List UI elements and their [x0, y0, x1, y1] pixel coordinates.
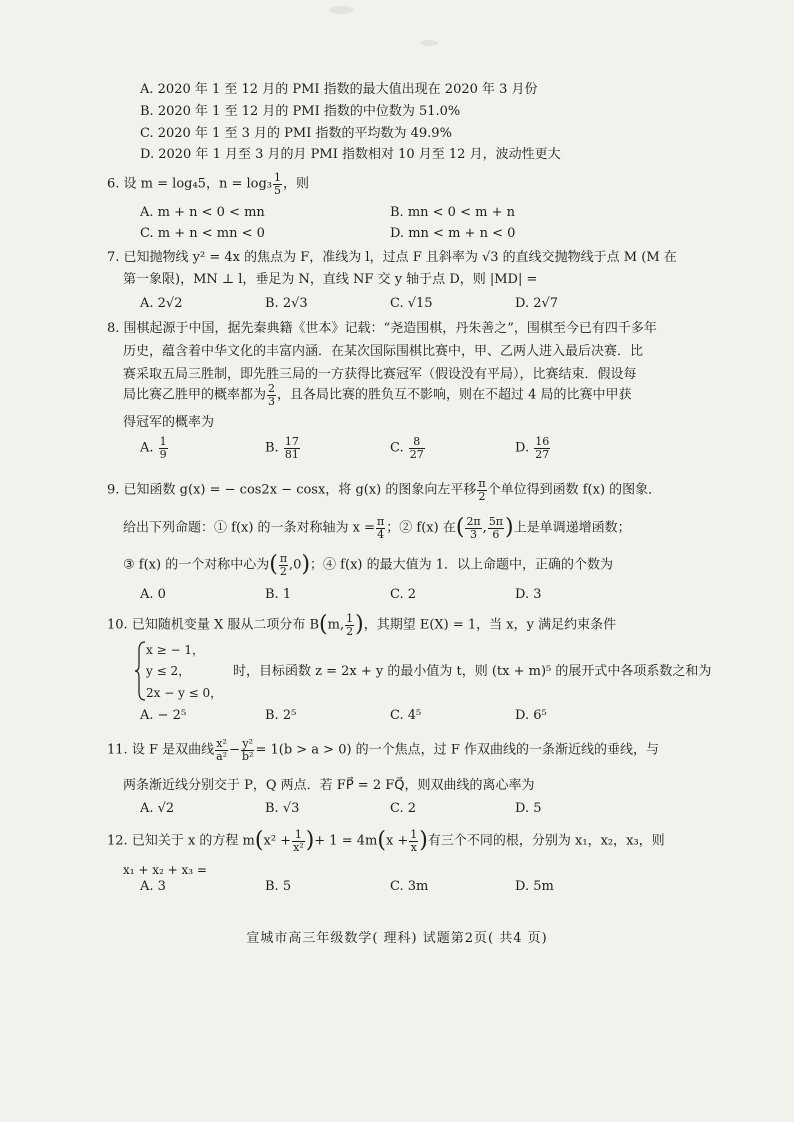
q9-line1: 9. 已知函数 g(x) = − cos2x − cosx，将 g(x) 的图象向左平移 $\frac{\pi}{2}$ 个单位得到函数 f(x) 的图象． [107, 477, 662, 503]
q8-option-a: A. $\frac{1}{9}$ [140, 435, 167, 461]
q5-option-c: C. 2020 年 1 至 3 月的 PMI 指数的平均数为 49.9% [140, 126, 452, 141]
q10-option-b: B. 2⁵ [265, 708, 297, 723]
q12-option-b: B. 5 [265, 879, 292, 894]
q12-option-a: A. 3 [140, 879, 166, 894]
q10-line2: 时，目标函数 z = 2x + y 的最小值为 t，则 (tx + m)⁵ 的展开式中各项系数之和为 [233, 664, 712, 679]
scan-smudge [420, 40, 438, 46]
q6-stem-part1: 设 m = log₄5，n = log₃ [123, 176, 272, 192]
q6-option-d: D. mn < m + n < 0 [390, 226, 516, 241]
q11-option-a: A. √2 [140, 801, 175, 816]
q9-option-d: D. 3 [515, 587, 542, 602]
q9-option-c: C. 2 [390, 587, 417, 602]
q8-option-b: B. $\frac{17}{81}$ [265, 435, 299, 461]
q10-option-c: C. 4⁵ [390, 708, 422, 723]
q12-option-c: C. 3m [390, 879, 429, 894]
q6-fraction: $\frac{1}{5}$ [274, 171, 281, 197]
q8-line2: 历史，蕴含着中华文化的丰富内涵．在某次国际围棋比赛中，甲、乙两人进入最后决赛．比 [123, 344, 644, 359]
q9-option-b: B. 1 [265, 587, 292, 602]
q11-line2: 两条渐近线分别交于 P，Q 两点．若 FP⃗ = 2 FQ⃗，则双曲线的离心率为 [123, 778, 535, 793]
q10-line1: 10. 已知随机变量 X 服从二项分布 B(m, $\frac{1}{2}$ )，其期望 E(X) = 1，当 x，y 满足约束条件 [107, 612, 617, 638]
q7-option-b: B. 2√3 [265, 296, 308, 311]
scan-smudge [330, 6, 354, 14]
q11-option-b: B. √3 [265, 801, 300, 816]
q8-option-c: C. $\frac{8}{27}$ [390, 435, 424, 461]
q5-option-a: A. 2020 年 1 至 12 月的 PMI 指数的最大值出现在 2020 年 3 月份 [140, 82, 538, 97]
q8-line5: 得冠军的概率为 [123, 415, 215, 430]
q6-number: 6. [107, 176, 120, 192]
q6-stem [107, 172, 309, 196]
q12-number: 12. [107, 833, 128, 849]
q8-line4: 局比赛乙胜甲的概率都为 $\frac{2}{3}$ ，且各局比赛的胜负互不影响，则在不超过 4 局的比赛中甲获 [123, 382, 632, 408]
q11-option-d: D. 5 [515, 801, 542, 816]
q10-option-a: A. − 2⁵ [140, 708, 187, 723]
q10-option-d: D. 6⁵ [515, 708, 547, 723]
q10-constraint-2: y ≤ 2， [146, 664, 191, 678]
q11-number: 11. [107, 742, 128, 758]
q5-option-d: D. 2020 年 1 月至 3 月的月 PMI 指数相对 10 月至 12 月，波动性更大 [140, 147, 561, 162]
q8-line1: 8. 围棋起源于中国，据先秦典籍《世本》记载：“尧造围棋，丹朱善之”，围棋至今已有四千多年 [107, 321, 657, 336]
q12-line2: x₁ + x₂ + x₃ = [123, 863, 207, 877]
q7-number: 7. [107, 250, 120, 265]
q6-option-b: B. mn < 0 < m + n [390, 205, 515, 220]
q9-number: 9. [107, 482, 120, 498]
q10-number: 10. [107, 617, 128, 633]
q12-line1: 12. 已知关于 x 的方程 m(x² + $\frac{1}{\text{x²}}$ )+ 1 = 4m(x + $\frac{1}{x}$ )有三个不同的根，分别为 x₁，x₂，x₃，则 [107, 828, 665, 854]
q9-line3: ③ f(x) 的一个对称中心为( $\frac{\pi}{2}$ ,0)；④ f(x) 的最大值为 1．以上命题中，正确的个数为 [123, 552, 614, 578]
q8-number: 8. [107, 321, 120, 336]
q7-option-d: D. 2√7 [515, 296, 559, 311]
q10-constraint-3: 2x − y ≤ 0， [146, 686, 223, 700]
q6-stem-part2: ，则 [283, 176, 310, 192]
q5-option-b: B. 2020 年 1 至 12 月的 PMI 指数的中位数为 51.0% [140, 104, 461, 119]
constraint-brace [133, 640, 147, 702]
q7-option-a: A. 2√2 [140, 296, 183, 311]
q7-line1: 7. 已知抛物线 y² = 4x 的焦点为 F，准线为 l，过点 F 且斜率为 √3 的直线交抛物线于点 M (M 在 [107, 250, 677, 265]
q6-option-c: C. m + n < mn < 0 [140, 226, 265, 241]
page-footer: 宣城市高三年级数学( 理科) 试题第2页( 共4 页) [246, 931, 548, 946]
q8-probability-fraction: $\frac{2}{3}$ [268, 382, 276, 408]
q11-option-c: C. 2 [390, 801, 417, 816]
q10-constraint-1: x ≥ − 1， [146, 643, 204, 657]
q7-option-c: C. √15 [390, 296, 433, 311]
q7-line2: 第一象限)，MN ⊥ l，垂足为 N，直线 NF 交 y 轴于点 D，则 |MD| = [123, 272, 538, 287]
q8-line3: 赛采取五局三胜制，即先胜三局的一方获得比赛冠军（假设没有平局），比赛结束．假设每 [123, 367, 637, 382]
q6-option-a: A. m + n < 0 < mn [140, 205, 265, 220]
q8-option-d: D. $\frac{16}{27}$ [515, 435, 550, 461]
q9-option-a: A. 0 [140, 587, 166, 602]
q12-option-d: D. 5m [515, 879, 554, 894]
q11-line1: 11. 设 F 是双曲线 $\frac{\text{x²}}{\text{a²}}$ − $\frac{\text{y²}}{\text{b²}}$ = 1(b > a > 0) 的一个焦点，过 F 作双曲线的一条渐近线的垂线，与 [107, 737, 659, 763]
q9-line2: 给出下列命题：① f(x) 的一条对称轴为 x = $\frac{\pi}{4}$ ；② f(x) 在( $\frac{2\pi}{3}$ , $\frac{5\pi}{6}$ )上是单调递增函数； [123, 515, 631, 541]
